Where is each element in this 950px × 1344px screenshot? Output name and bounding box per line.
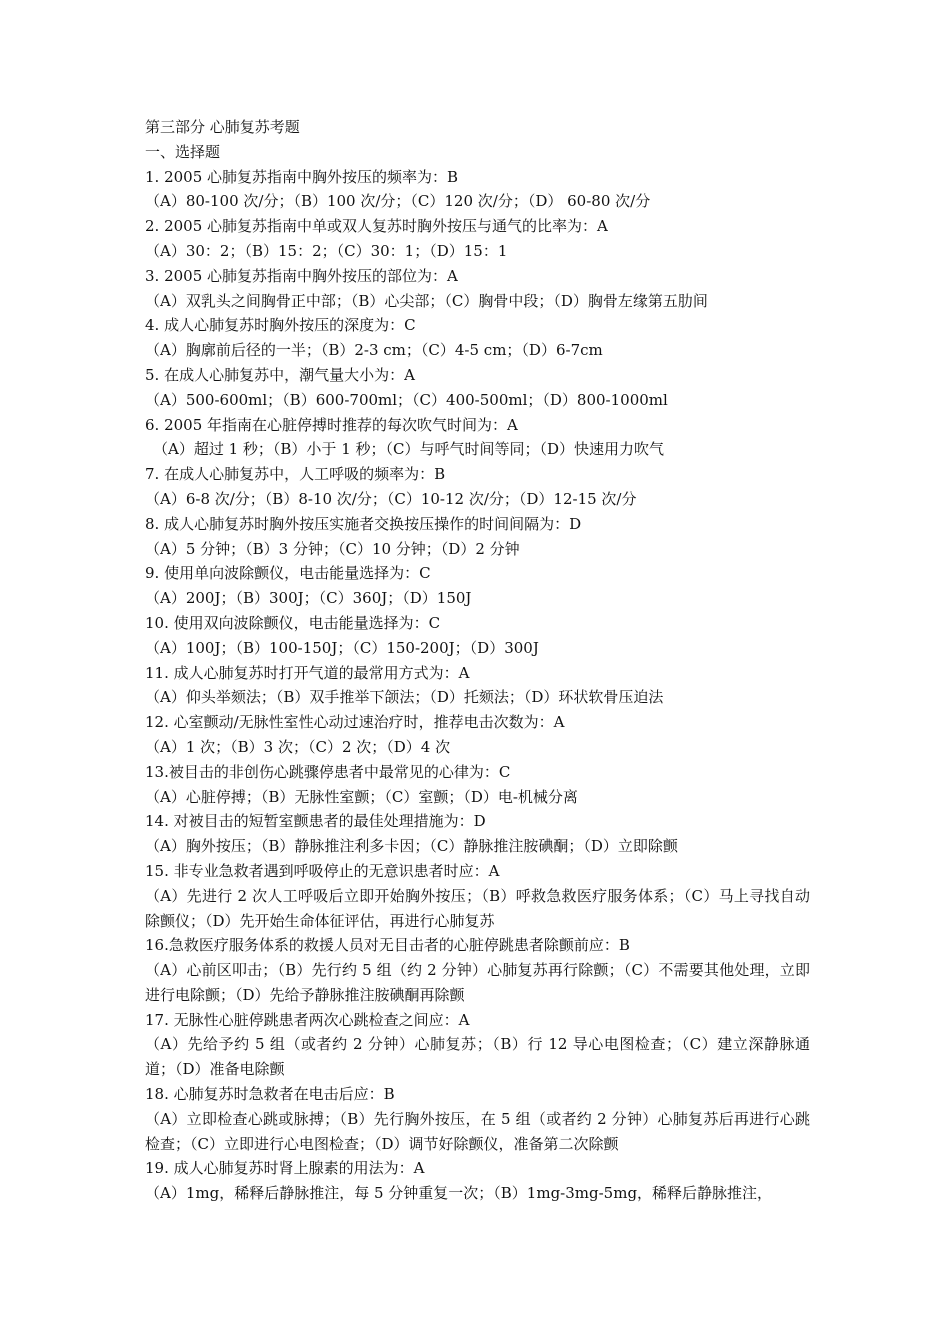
question-15: 15. 非专业急救者遇到呼吸停止的无意识患者时应：A	[145, 861, 500, 880]
question-17: 17. 无脉性心脏停跳患者两次心跳检查之间应：A	[145, 1010, 470, 1029]
options-10: （A）100J；（B）100-150J；（C）150-200J；（D）300J	[145, 638, 539, 657]
question-10: 10. 使用双向波除颤仪，电击能量选择为：C	[145, 613, 441, 632]
question-5: 5. 在成人心肺复苏中，潮气量大小为：A	[145, 365, 415, 384]
question-1: 1. 2005 心肺复苏指南中胸外按压的频率为：B	[145, 167, 459, 186]
options-17: （A）先给予约 5 组（或者约 2 分钟）心肺复苏；（B）行 12 导心电图检查；（C）建立深静脉通道；（D）准备电除颤	[145, 1035, 810, 1079]
options-13: （A）心脏停搏；（B）无脉性室颤；（C）室颤；（D）电-机械分离	[145, 787, 578, 806]
question-14: 14. 对被目击的短暂室颤患者的最佳处理措施为：D	[145, 812, 486, 831]
options-3: （A）双乳头之间胸骨正中部；（B）心尖部；（C）胸骨中段；（D）胸骨左缘第五肋间	[145, 291, 708, 310]
options-2: （A）30：2；（B）15：2；（C）30：1；（D）15：1	[145, 241, 508, 260]
options-9: （A）200J；（B）300J；（C）360J；（D）150J	[145, 589, 472, 608]
question-19: 19. 成人心肺复苏时肾上腺素的用法为：A	[145, 1159, 425, 1178]
document-title: 第三部分 心肺复苏考题	[145, 118, 300, 136]
question-18: 18. 心肺复苏时急救者在电击后应：B	[145, 1085, 395, 1104]
options-12: （A）1 次；（B）3 次；（C）2 次；（D）4 次	[145, 737, 451, 756]
options-18: （A）立即检查心跳或脉搏；（B）先行胸外按压，在 5 组（或者约 2 分钟）心肺复苏后再进行心跳检查；（C）立即进行心电图检查；（D）调节好除颤仪，准备第二次除颤	[145, 1109, 810, 1153]
options-7: （A）6-8 次/分；（B）8-10 次/分；（C）10-12 次/分；（D）12-15 次/分	[145, 489, 637, 508]
options-6: （A）超过 1 秒；（B）小于 1 秒；（C）与呼气时间等同；（D）快速用力吹气	[153, 440, 665, 459]
options-8: （A）5 分钟；（B）3 分钟；（C）10 分钟；（D）2 分钟	[145, 539, 520, 558]
question-9: 9. 使用单向波除颤仪，电击能量选择为：C	[145, 564, 431, 583]
options-1: （A）80-100 次/分；（B）100 次/分；（C）120 次/分；（D） 60-80 次/分	[145, 192, 651, 211]
question-16: 16.急救医疗服务体系的救援人员对无目击者的心脏停跳患者除颤前应：B	[145, 936, 630, 955]
options-15: （A）先进行 2 次人工呼吸后立即开始胸外按压；（B）呼救急救医疗服务体系；（C）马上寻找自动除颤仪；（D）先开始生命体征评估，再进行心肺复苏	[145, 886, 810, 930]
section-heading: 一、选择题	[145, 142, 221, 161]
question-3: 3. 2005 心肺复苏指南中胸外按压的部位为：A	[145, 266, 458, 285]
options-14: （A）胸外按压；（B）静脉推注利多卡因；（C）静脉推注胺碘酮；（D）立即除颤	[145, 837, 678, 856]
options-11: （A）仰头举颏法；（B）双手推举下颌法；（D）托颏法；（D）环状软骨压迫法	[145, 688, 664, 707]
options-4: （A）胸廓前后径的一半；（B）2-3 cm；（C）4-5 cm；（D）6-7cm	[145, 341, 603, 360]
question-6: 6. 2005 年指南在心脏停搏时推荐的每次吹气时间为：A	[145, 415, 518, 434]
options-16: （A）心前区叩击；（B）先行约 5 组（约 2 分钟）心肺复苏再行除颤；（C）不需要其他处理，立即进行电除颤；（D）先给予静脉推注胺碘酮再除颤	[145, 961, 810, 1004]
question-8: 8. 成人心肺复苏时胸外按压实施者交换按压操作的时间间隔为：D	[145, 514, 582, 533]
question-4: 4. 成人心肺复苏时胸外按压的深度为：C	[145, 316, 416, 335]
question-7: 7. 在成人心肺复苏中，人工呼吸的频率为：B	[145, 465, 446, 484]
question-12: 12. 心室颤动/无脉性室性心动过速治疗时，推荐电击次数为：A	[145, 713, 565, 732]
question-2: 2. 2005 心肺复苏指南中单或双人复苏时胸外按压与通气的比率为：A	[145, 217, 608, 236]
document-body	[145, 115, 810, 1206]
options-19: （A）1mg，稀释后静脉推注，每 5 分钟重复一次；（B）1mg-3mg-5mg，稀释后静脉推注，	[145, 1184, 773, 1203]
question-13: 13.被目击的非创伤心跳骤停患者中最常见的心律为：C	[145, 762, 511, 781]
question-11: 11. 成人心肺复苏时打开气道的最常用方式为：A	[145, 663, 470, 682]
options-5: （A）500-600ml；（B）600-700ml；（C）400-500ml；（D）800-1000ml	[145, 390, 668, 409]
